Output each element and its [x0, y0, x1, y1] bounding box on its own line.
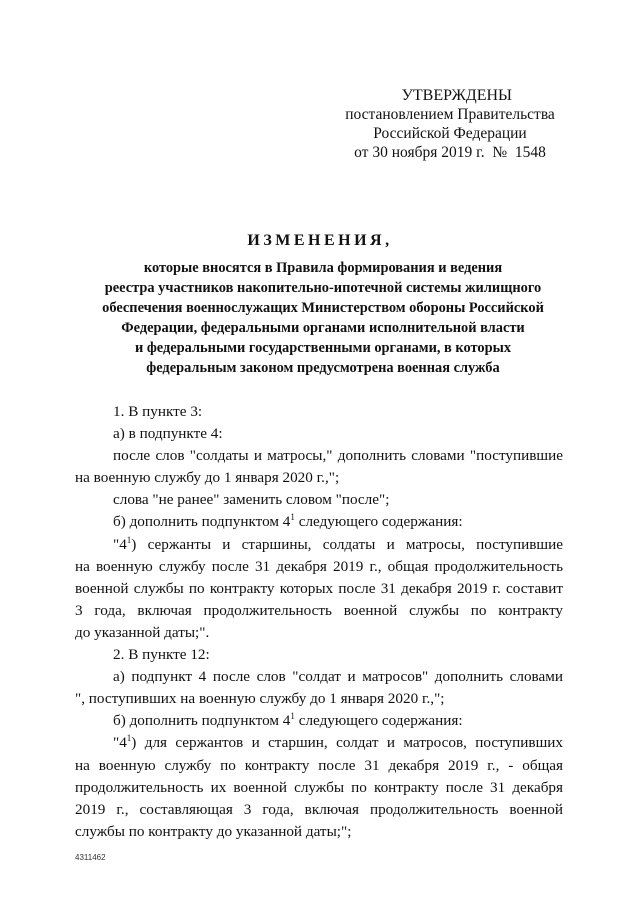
superscript: 1	[126, 534, 132, 545]
quote-pre: "4	[113, 535, 127, 553]
item-2-heading: 2. В пункте 12:	[113, 646, 210, 664]
quote-text: ) сержанты и старшины, солдаты и матросы, поступившие	[131, 535, 563, 553]
item-2b-quote-line	[75, 732, 563, 754]
item-2b-text-line: 2019 г., составляющая 3 года, включая продолжительность военной	[75, 800, 563, 818]
document-body	[75, 401, 563, 843]
item-2b-post: следующего содержания:	[294, 712, 463, 730]
superscript: 1	[126, 733, 132, 744]
approval-line-2: Российской Федерации	[373, 125, 527, 142]
document-code: 4311462	[75, 853, 106, 862]
approval-block	[330, 86, 570, 162]
item-2b-pre: б) дополнить подпунктом 4	[113, 712, 291, 730]
approval-title: УТВЕРЖДЕНЫ	[401, 87, 512, 104]
item-2a-text-line: ", поступивших на военную службу до 1 января 2020 г.,";	[75, 690, 445, 708]
item-2a-text-line: а) подпункт 4 после слов "солдат и матросов" дополнить словами	[113, 668, 563, 686]
item-1a-text-line: на военную службу до 1 января 2020 г.,";	[75, 469, 340, 487]
item-1a-heading: а) в подпункте 4:	[113, 425, 223, 443]
quote-text: ) для сержантов и старшин, солдат и матросов, поступивших	[131, 734, 563, 752]
approval-date-line: от 30 ноября 2019 г. № 1548	[354, 144, 546, 161]
subtitle-line: федеральным законом предусмотрена военная служба	[146, 360, 500, 376]
approval-line-1: постановлением Правительства	[345, 106, 555, 123]
item-2b-heading	[75, 710, 563, 732]
item-1b-pre: б) дополнить подпунктом 4	[113, 513, 291, 531]
item-1b-heading	[75, 511, 563, 533]
subtitle-line: и федеральными государственными органами, в которых	[134, 340, 512, 356]
item-2b-text-line: службы по контракту до указанной даты;";	[75, 822, 352, 840]
subtitle-line: обеспечения военнослужащих Министерством обороны Российской	[102, 300, 544, 316]
subtitle-line: которые вносятся в Правила формирования и ведения	[143, 260, 503, 276]
item-1b-text-line: военной службы по контракту которых после 31 декабря 2019 г. составит	[75, 579, 563, 597]
item-1a-text-line: после слов "солдаты и матросы," дополнить словами "поступившие	[113, 447, 563, 465]
item-1a-text-line: слова "не ранее" заменить словом "после";	[113, 491, 390, 509]
subtitle-line: Федерации, федеральными органами исполнительной власти	[121, 320, 525, 336]
item-1b-text-line: на военную службу после 31 декабря 2019 г., общая продолжительность	[75, 557, 563, 575]
subtitle-line: реестра участников накопительно-ипотечной системы жилищного	[104, 280, 542, 296]
quote-pre: "4	[113, 734, 127, 752]
item-1b-quote-line	[75, 534, 563, 556]
item-2b-text-line: продолжительность их военной службы по контракту после 31 декабря	[75, 778, 563, 796]
item-2b-text-line: на военную службу по контракту после 31 декабря 2019 г., - общая	[75, 756, 563, 774]
item-1b-text-line: 3 года, включая продолжительность военной службы по контракту	[75, 601, 563, 619]
item-1-heading: 1. В пункте 3:	[113, 403, 203, 420]
item-1b-text-line: до указанной даты;".	[75, 623, 210, 641]
document-subtitle	[60, 258, 586, 378]
superscript: 1	[290, 512, 295, 523]
superscript: 1	[290, 711, 295, 722]
item-1b-post: следующего содержания:	[294, 513, 463, 531]
document-heading: ИЗМЕНЕНИЯ,	[247, 232, 393, 249]
